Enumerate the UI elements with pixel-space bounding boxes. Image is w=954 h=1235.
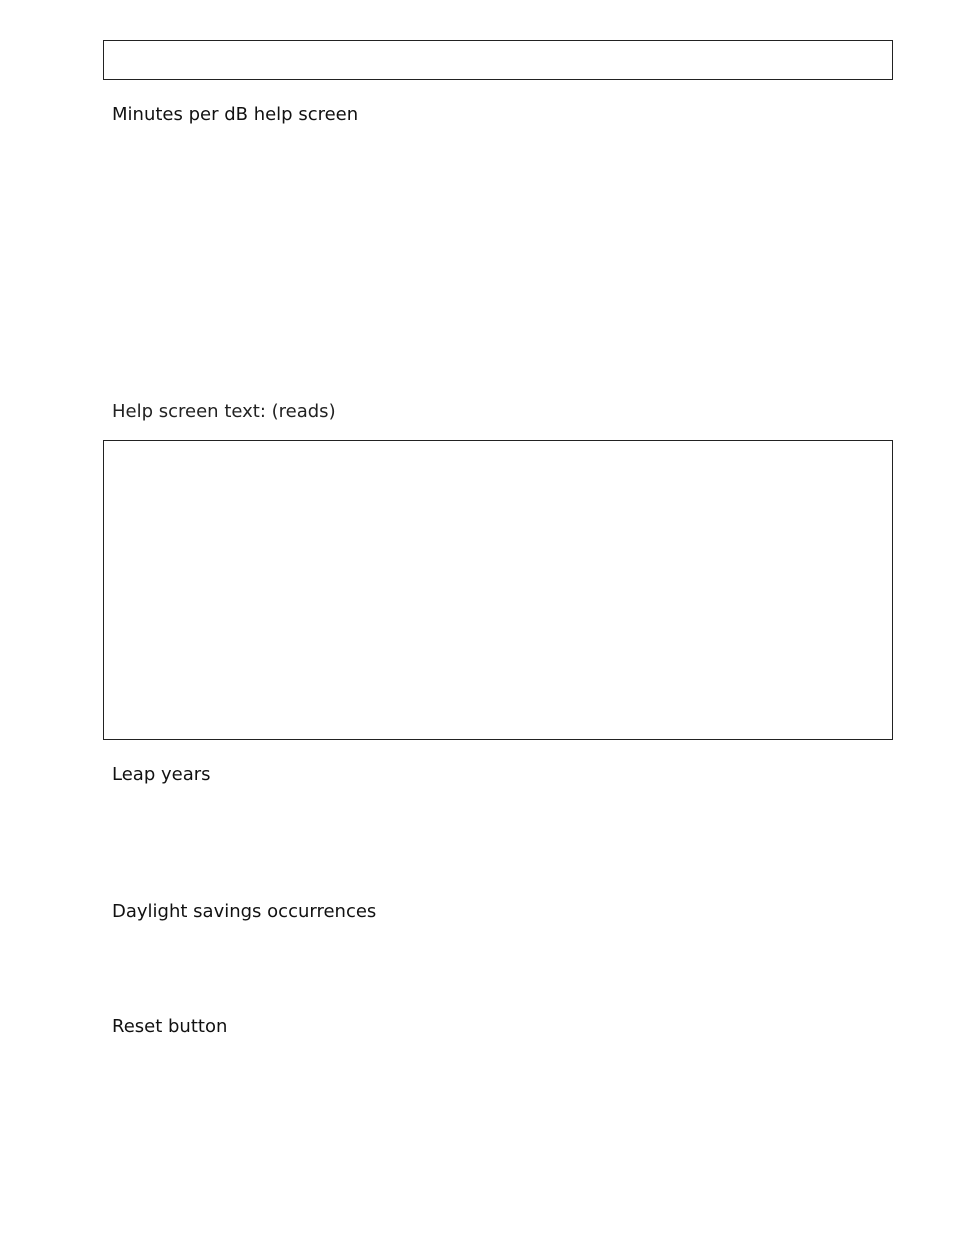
help-screen-text-box [103,440,893,740]
reset-button-heading: Reset button [112,1016,228,1037]
help-screen-text-label: Help screen text: (reads) [112,401,336,422]
previous-text-box [103,40,893,80]
leap-years-heading: Leap years [112,764,211,785]
daylight-savings-heading: Daylight savings occurrences [112,901,377,922]
minutes-per-db-heading: Minutes per dB help screen [112,104,359,125]
